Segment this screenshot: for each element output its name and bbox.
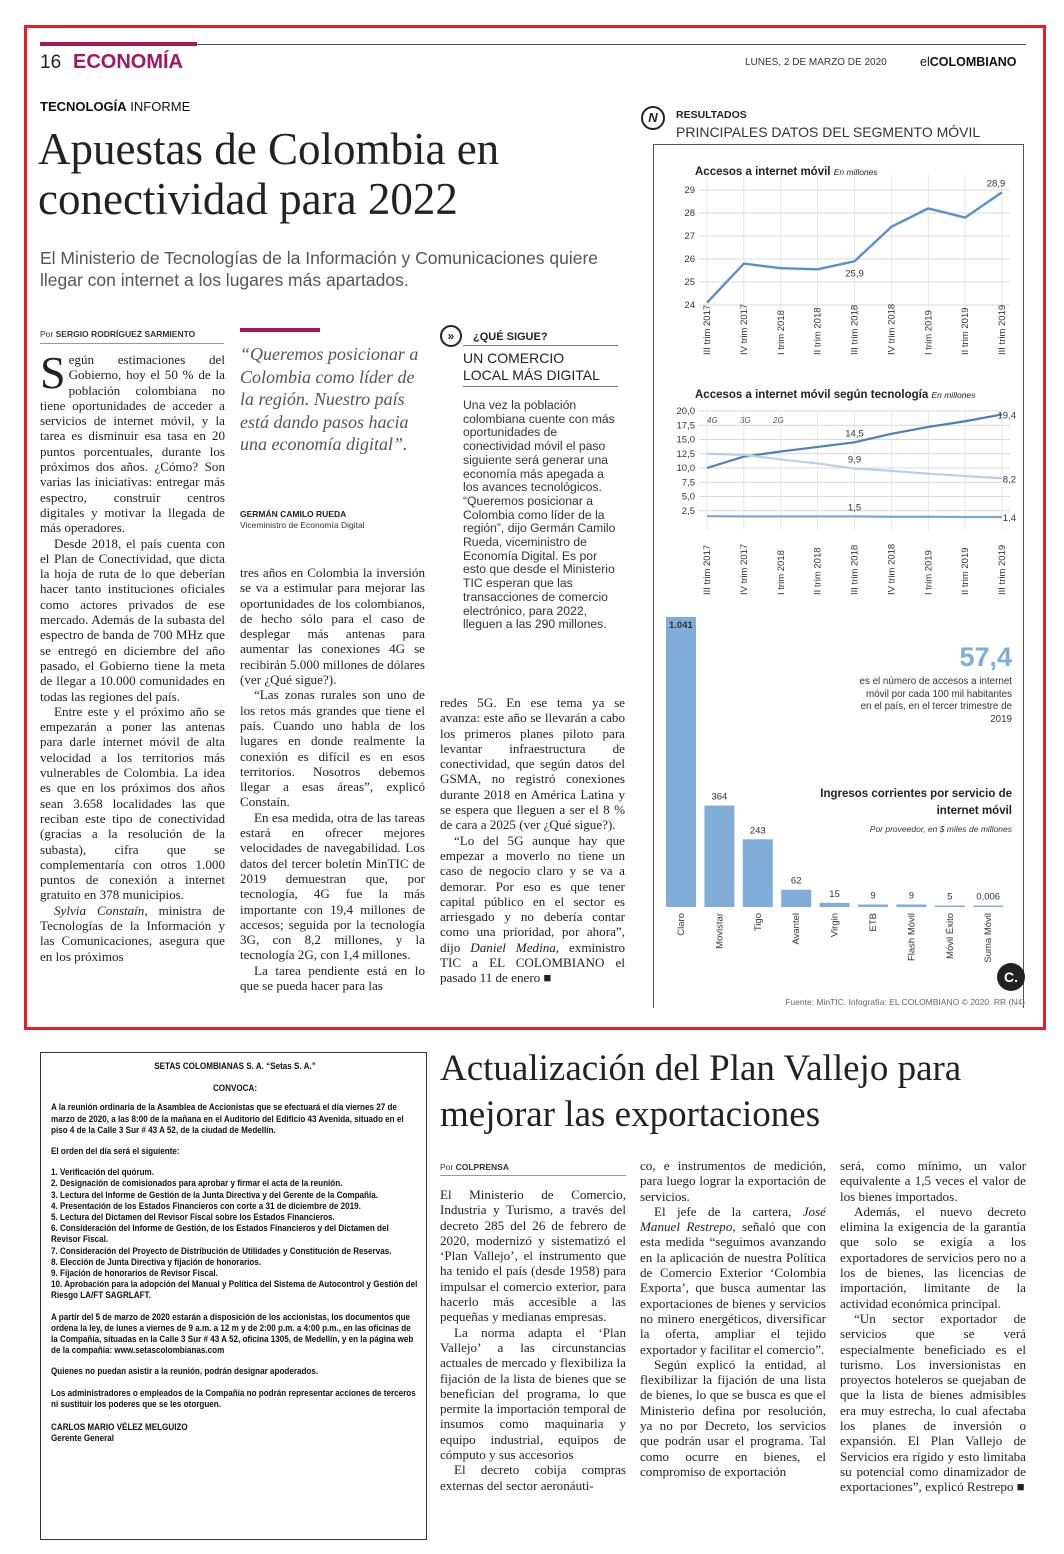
brand-el: el [920, 55, 930, 69]
y-tick-label: 24 [684, 300, 695, 311]
bar-value-label: 0,006 [976, 891, 1001, 903]
article-kicker [40, 99, 190, 114]
y-tick-label: 25 [684, 277, 695, 288]
sidebar-title: UN COMERCIO LOCAL MÁS DIGITAL [463, 350, 600, 383]
bar [896, 904, 926, 907]
byline-name: SERGIO RODRÍGUEZ SARMIENTO [55, 329, 196, 339]
byline-rule [40, 343, 224, 344]
notice-company: SETAS COLOMBIANAS S. A. “Setas S. A.” [154, 1061, 316, 1071]
x-tick-label: I trim 2019 [923, 550, 935, 595]
sidebar-rule-2 [463, 386, 618, 387]
pull-quote: “Queremos posicionar a Colombia como líder de la región. Nuestro país está dando pasos hacia una economía digital”. [240, 344, 419, 454]
x-tick-label: IV trim 2018 [886, 303, 898, 355]
paragraph: El Ministerio de Comercio, Industria y Turismo, a través del decreto 285 del 26 de febrero de 2020, modernizó y sistematizó el ‘Plan Vallejo’, el instrumento que ha tenido el país (desde 1958) para impulsar el comercio exterior, para hacerlo más accesible a las pequeñas y medianas empresas. [440, 1187, 626, 1325]
y-tick-label: 20,0 [676, 406, 695, 417]
x-tick-label: III trim 2018 [849, 304, 861, 355]
paragraph: “Un sector exportador de servicios que se verá especialmente beneficiado es el turismo. Los inversionistas en proyectos hoteleros se quejaban de que la lista de bienes admisibles era muy estrecha, lo cual afectaba los planes de inversión o expansión. El Plan Vallejo de Servicios era rígido y esto limitaba su potencial como dinamizador de exportaciones”, explicó Restrepo ■ [840, 1310, 1026, 1495]
bar-value-label: 15 [829, 888, 840, 900]
infographic-source: Fuente: MinTIC. Infografía: EL COLOMBIANO © 2020. RR (N4) [785, 997, 1025, 1007]
big-number: 57,4 [959, 642, 1012, 672]
quote-author: GERMÁN CAMILO RUEDA [240, 509, 347, 519]
bar-value-label: 243 [749, 825, 766, 837]
article1-column-1 [40, 347, 225, 964]
notice-admins: Los administradores o empleados de la Compañía no podrán representar acciones de terceros ni sustituir los poderes que se les otorguen. [51, 1387, 416, 1409]
paragraph: El decreto cobija compras externas del sector aeronáuti- [440, 1462, 626, 1493]
end-mark: ■ [1016, 1479, 1025, 1495]
notice-item: 5. Lectura del Dictamen del Revisor Fiscal sobre los Estados Financieros. [51, 1212, 335, 1223]
x-tick-label: Avantel [791, 913, 803, 945]
bar [666, 617, 696, 907]
y-tick-label: 7,5 [681, 477, 695, 489]
section-label: ECONOMÍA [73, 51, 183, 73]
x-tick-label: IV trim 2017 [738, 543, 750, 595]
legend-label: 2G [773, 416, 784, 425]
kicker-light: INFORME [130, 99, 191, 114]
paragraph: Desde 2018, el país cuenta con el Plan de Conectividad, que dicta la hoja de ruta de lo que deberían hacer tanto instituciones oficiales como actores privados de ese mercado. Además de la subasta del espectro de banda de 700 MHz que se entregó en diciembre del año pasado, el Gobierno tiene la meta de llegar a 10.000 comunidades en todas las regiones del país. [40, 535, 225, 704]
notice-signer: CARLOS MARIO VÉLEZ MELGUIZO [51, 1422, 188, 1433]
byline [40, 329, 195, 339]
x-tick-label: III trim 2017 [702, 304, 713, 355]
paragraph: “Lo del 5G aunque hay que empezar a moverlo no tiene un caso de negocio claro y se va a demorar. Por eso es que tener capital público en el sector es arriesgado y no debería contar como una prioridad, por ahora”, dijo Daniel Medina, exministro TIC a EL COLOMBIANO el pasado 11 de enero ■ [440, 832, 625, 986]
notice-signer-role: Gerente General [51, 1433, 114, 1444]
drop-cap: S [40, 347, 66, 398]
data-label: 25,9 [845, 268, 864, 280]
paragraph: Según estimaciones del Gobierno, hoy el 50 % de la población colombiana no tiene oportunidades de acceder a servicios de internet móvil, y la tarea es disminuir esa tasa en 20 puntos porcentuales, durante los próximos dos años. ¿Cómo? Son varias las iniciativas: entregar más espectro, construir centros digitales y motivar la llegada de más operadores. [40, 347, 225, 536]
notice-item: 4. Presentación de los Estados Financieros con corte a 31 de diciembre de 2019. [51, 1200, 361, 1211]
chart2-title: Accesos a internet móvil según tecnología En millones [695, 389, 976, 401]
notice-docs: A partir del 5 de marzo de 2020 estarán a disposición de los accionistas, los documentos que ordena la ley, de lunes a viernes de 9 a.m. a 12 m y de 2:00 p.m. a 4:00 p.m., en las oficinas de la Compañía, situadas en la Calle 3 Sur # 43 A 52, oficina 1305, de Medellín, y en la página web de la compañía: www.setascolombianas.com [51, 1311, 414, 1356]
page-number: 16 [40, 52, 62, 73]
x-tick-label: III trim 2018 [849, 544, 861, 595]
x-tick-label: I trim 2019 [923, 310, 935, 355]
paragraph: será, como mínimo, un valor equivalente a 1,5 veces el valor de los bienes importados. [840, 1158, 1026, 1204]
notice-item: 3. Lectura del Informe de Gestión de la Junta Directiva y del Gerente de la Compañía. [51, 1189, 378, 1200]
article1-column-2 [240, 565, 425, 993]
data-label: 8,2 [1002, 474, 1016, 486]
x-tick-label: IV trim 2018 [886, 543, 898, 595]
bar [935, 906, 965, 908]
y-tick-label: 12,5 [676, 448, 695, 460]
chart3-unit: Por proveedor, en $ miles de millones [869, 824, 1012, 834]
data-label: 19,4 [997, 410, 1016, 422]
article2-column-1 [440, 1187, 626, 1493]
paragraph: tres años en Colombia la inversión se va a estimular para mejorar las oportunidades de los colombianos, de hecho sólo para el caso de desplegar más antenas para aumentar las conexiones 4G se recibirán 5.000 millones de dólares (ver ¿Qué sigue?). [240, 565, 425, 688]
notice-order-intro: El orden del día será el siguiente: [51, 1146, 180, 1157]
paragraph: En esa medida, otra de las tareas estará en ofrecer mejores velocidades de navegabilidad. Los datos del tercer boletín MinTIC de 2019 demuestran que, por tecnología, 4G fue la más importante con 19,4 millones de accesos; seguida por la tecnología 3G, con 8,2 millones, y la tecnología 2G, con 1,4 millones. [240, 809, 425, 963]
y-tick-label: 17,5 [676, 420, 695, 432]
y-tick-label: 27 [684, 231, 695, 242]
x-tick-label: Suma Móvil [983, 913, 995, 963]
paragraph: El jefe de la cartera, José Manuel Restrepo, señaló que con esta medida “seguimos avanzando en la aplicación de nuestra Política de Comercio Exterior ‘Colombia Exporta’, que busca aumentar las exportaciones de bienes y servicios no minero energéticos, diversificar la oferta, ampliar el tejido exportador y facilitar el comercio”. [640, 1203, 826, 1357]
x-tick-label: I trim 2018 [775, 550, 787, 595]
end-mark: ■ [543, 970, 552, 986]
legal-notice [40, 1052, 427, 1540]
data-label: 9,9 [847, 454, 862, 466]
sidebar-text: Una vez la población colombiana cuente con más oportunidades de conectividad móvil el paso siguiente será generar una economía más apegada a los avances tecnológicos. “Queremos posicionar a Colombia como líder de la región”, dijo Germán Camilo Rueda, viceministro de Economía Digital. Es por esto que desde el Ministerio TIC esperan que las transacciones de comercio electrónico, para 2022, lleguen a las 290 millones. [463, 398, 616, 632]
x-tick-label: III trim 2019 [997, 544, 1008, 595]
paragraph: “Las zonas rurales son uno de los retos más grandes que tiene el país. Cuando uno habla de los lugares en donde realmente la conexión es difícil es en esos territorios. Nosotros debemos llegar a esas áreas”, explicó Constaín. [240, 687, 425, 810]
legend-label: 3G [740, 416, 751, 425]
x-tick-label: III trim 2019 [997, 304, 1008, 355]
x-tick-label: Claro [676, 913, 687, 936]
article2-byline: Por COLPRENSA [440, 1162, 509, 1172]
x-tick-label: IV trim 2017 [738, 303, 750, 355]
x-tick-label: II trim 2019 [960, 547, 972, 595]
chart-access-by-technology [677, 406, 1017, 595]
byline-prefix: Por [40, 329, 54, 339]
sidebar-icon: » [440, 325, 462, 347]
bar [743, 839, 773, 907]
data-label: 14,5 [845, 428, 864, 440]
x-tick-label: Movistar [714, 913, 726, 949]
x-tick-label: II trim 2019 [960, 307, 972, 355]
x-tick-label: Virgin [829, 913, 841, 938]
bar [781, 890, 811, 907]
paragraph: Además, el nuevo decreto elimina la exigencia de la garantía que solo se exigía a los exportadores de servicios pero no a los de bienes, las licencias de importación, limitante de la actividad económica principal. [840, 1203, 1026, 1311]
notice-item: 6. Consideración del Informe de Gestión, de los Estados Financieros y del Dictamen del Revisor Fiscal. [51, 1223, 389, 1245]
brand-name: COLOMBIANO [929, 55, 1017, 69]
paragraph: La norma adapta el ‘Plan Vallejo’ a las circunstancias actuales de mercado y flexibiliza la fijación de la lista de bienes que se benefician del programa, lo que permite la importación temporal de insumos como maquinaria y equipo industrial, equipos de cómputo y sus accesorios [440, 1324, 626, 1463]
bar-value-label: 364 [711, 791, 728, 803]
article-subtitle: El Ministerio de Tecnologías de la Información y Comunicaciones quiere llegar con internet a los lugares más apartados. [40, 248, 599, 290]
x-tick-label: II trim 2018 [812, 547, 824, 595]
bar [858, 904, 888, 907]
notice-proxy: Quienes no puedan asistir a la reunión, podrán designar apoderados. [51, 1366, 319, 1377]
bar [973, 906, 1003, 908]
x-tick-label: III trim 2017 [702, 544, 713, 595]
y-tick-label: 26 [684, 254, 695, 265]
y-tick-label: 2,5 [681, 505, 695, 517]
header-date: LUNES, 2 DE MARZO DE 2020 [745, 57, 887, 68]
notice-item: 9. Fijación de honorarios de Revisor Fiscal. [51, 1268, 218, 1279]
x-tick-label: Móvil Éxito [944, 913, 956, 959]
quote-role: Viceministro de Economía Digital [240, 520, 365, 530]
bar [820, 903, 850, 907]
article2-byline-rule [440, 1175, 626, 1176]
paragraph: Sylvia Constaín, ministra de Tecnologías de la Información y las Comunicaciones, asegura que en los próximos [40, 902, 225, 964]
bar [704, 806, 734, 907]
bar-value-label: 5 [947, 891, 953, 903]
paragraph: Entre este y el próximo año se empezarán a poner las antenas para darle internet móvil de alta velocidad a los territorios más vulnerables de Colombia. La idea es que en los próximos dos años sean 3.658 localidades las que reciban este tipo de conectividad (gracias a la resolución de la subasta), cifra que se complementaría con otros 1.000 puntos de conexión a internet gratuito en 378 municipios. [40, 703, 225, 903]
logo-circle: C. [997, 963, 1025, 991]
article2-title: Actualización del Plan Vallejo para mejorar las exportaciones [440, 1048, 962, 1135]
bar-value-label: 1.041 [669, 620, 693, 631]
notice-convoca: CONVOCA: [212, 1083, 258, 1094]
y-tick-label: 15,0 [676, 434, 695, 446]
article-title: Apuestas de Colombia en conectividad para 2022 [38, 124, 500, 224]
article2-column-3 [840, 1158, 1026, 1495]
y-tick-label: 29 [684, 185, 695, 196]
bar-value-label: 9 [870, 890, 876, 902]
x-tick-label: Flash Móvil [906, 913, 918, 962]
article1-column-3 [440, 695, 625, 986]
y-tick-label: 28 [684, 208, 695, 219]
paragraph: co, e instrumentos de medición, para luego lograr la exportación de servicios. [640, 1158, 826, 1204]
y-tick-label: 10,0 [676, 463, 695, 474]
big-number-text: es el número de accesos a internet móvil por cada 100 mil habitantes en el país, en el tercer trimestre de 2019 [859, 676, 1012, 725]
sidebar-rule [463, 345, 618, 346]
notice-item: 2. Designación de comisionados para aprobar y firmar el acta de la reunión. [51, 1178, 343, 1189]
series-line-2G [707, 516, 1002, 517]
x-tick-label: II trim 2018 [812, 307, 824, 355]
sidebar-kicker: ¿QUÉ SIGUE? [473, 331, 548, 343]
chart3-title: Ingresos corrientes por servicio de internet móvil [820, 788, 1012, 817]
notice-item: 8. Elección de Junta Directiva y fijación de honorarios. [51, 1256, 262, 1267]
notice-intro: A la reunión ordinaria de la Asamblea de Accionistas que se efectuará el día viernes 27 de marzo de 2020, a las 8:00 de la mañana en el Auditorio del Edificio 43 Avenida, situado en el piso 4 de la Calle 3 Sur # 43 A 52, de la ciudad de Medellín. [51, 1102, 404, 1135]
quote-rule [240, 328, 320, 332]
infographic-charts [640, 150, 1030, 1010]
infographic-icon: N [641, 106, 665, 130]
kicker-bold: TECNOLOGÍA [40, 99, 127, 114]
data-label: 1,5 [847, 502, 862, 514]
notice-item: 1. Verificación del quórum. [51, 1167, 154, 1178]
bar-value-label: 62 [790, 875, 802, 887]
x-tick-label: ETB [868, 913, 879, 932]
y-tick-label: 5,0 [681, 491, 695, 503]
notice-item: 10. Aprobación para la adopción del Manual y Política del Sistema de Autocontrol y Gestión del Riesgo LA/FT SAGRLAFT. [51, 1279, 418, 1301]
paragraph: Según explicó la entidad, al flexibilizar la fijación de una lista de bienes, lo que se busca es que el Ministerio defina por resolución, ya no por Decreto, los servicios que podrán usar el programa. Tal como ocurre en bienes, el compromiso de exportación [640, 1356, 826, 1479]
paragraph: redes 5G. En ese tema ya se avanza: este año se llevarán a cabo los primeros planes piloto para levantar infraestructura de conectividad, que según datos del GSMA, no registró conexiones durante 2018 en América Latina y se espera que lleguen a ser el 8 % de cara a 2025 (ver ¿Qué sigue?). [440, 695, 625, 833]
infographic-kicker: RESULTADOS [676, 109, 747, 121]
notice-items [51, 1167, 419, 1301]
data-label: 28,9 [986, 178, 1006, 190]
infographic-title: PRINCIPALES DATOS DEL SEGMENTO MÓVIL [676, 124, 981, 140]
bar-value-label: 9 [908, 890, 915, 902]
article2-column-2 [640, 1158, 826, 1479]
x-tick-label: I trim 2018 [775, 310, 787, 355]
x-tick-label: Tigo [752, 913, 764, 932]
legend-label: 4G [707, 416, 718, 425]
paragraph: La tarea pendiente está en lo que se pueda hacer para las [240, 962, 425, 994]
chart-internet-access [684, 175, 1010, 355]
notice-item: 7. Consideración del Proyecto de Distribución de Utilidades y Constitución de Reservas. [51, 1245, 392, 1256]
data-label: 1,4 [1002, 513, 1016, 525]
chart1-title: Accesos a internet móvil En millones [695, 166, 878, 178]
